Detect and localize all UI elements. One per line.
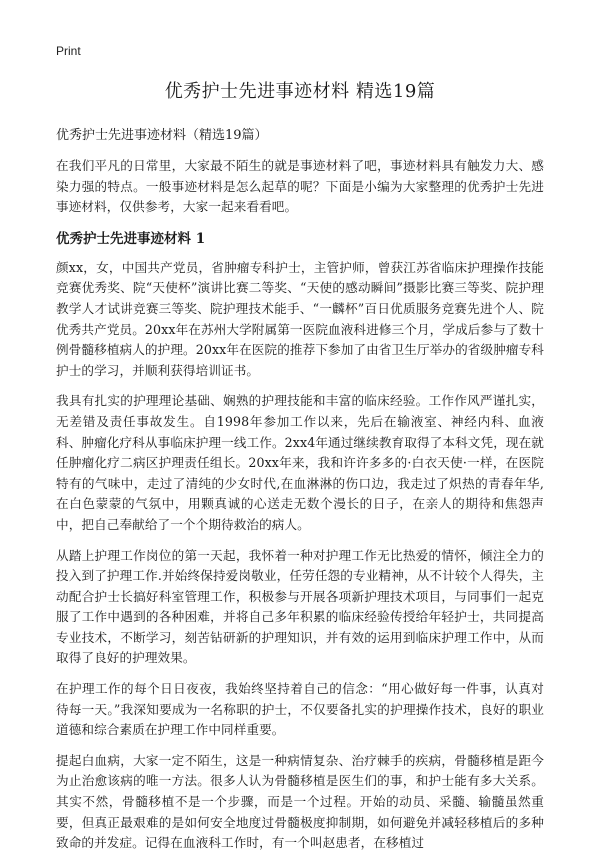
body-paragraph: 从踏上护理工作岗位的第一天起，我怀着一种对护理工作无比热爱的情怀，倾注全力的投入到了护理工作.并始终保持爱岗敬业，任劳任怨的专业精神，从不计较个人得失，主动配合护士长搞好科室管理工作，积极参与开展各项新护理技术项目，与同事们一起克服了工作中遇到的各种困难，并将自己多年积累的临床经验传授给年轻护士，共同提高专业技术，不断学习，刻苦钻研新的护理知识，并有效的运用到临床护理工作中，从而取得了良好的护理效果。: [56, 547, 544, 666]
body-paragraph: 颜xx，女，中国共产党员，省肿瘤专科护士，主管护师，曾获江苏省临床护理操作技能竞赛优秀奖、院“天使杯”演讲比赛二等奖、“天使的感动瞬间”摄影比赛三等奖、院护理教学人才试讲竞赛三等奖、院护理技术能手、“一麟杯”百日优质服务竞赛先进个人、院优秀共产党员。20xx年在苏州大学附属第一医院血液科进修三个月，学成后参与了数十例骨髓移植病人的护理。20xx年在医院的推荐下参加了由省卫生厅举办的省级肿瘤专科护士的学习，并顺利获得培训证书。: [56, 259, 544, 378]
document-title: 优秀护士先进事迹材料 精选19篇: [164, 81, 436, 102]
body-paragraph: 我具有扎实的护理理论基础、娴熟的护理技能和丰富的临床经验。工作作风严谨扎实，无差错及责任事故发生。自1998年参加工作以来，先后在输液室、神经内科、血液科、肿瘤化疗科从事临床护理一线工作。2xx4年通过继续教育取得了本科文凭，现在就任肿瘤化疗二病区护理责任组长。20xx年来，我和许许多多的·白衣天使·一样，在医院特有的气味中，走过了清纯的少女时代,在血淋淋的伤口边，我走过了炽热的青春年华,在白色蒙蒙的气氛中，用颗真诚的心送走无数个漫长的日子，在亲人的期待和焦怨声中，把自己奉献给了一个个期待救治的病人。: [56, 393, 544, 532]
document-subtitle: 优秀护士先进事迹材料（精选19篇）: [56, 128, 268, 143]
body-paragraph: 在护理工作的每个日日夜夜，我始终坚持着自己的信念：“用心做好每一件事，认真对待每一天。”我深知要成为一名称职的护士，不仅要备扎实的护理操作技术，良好的职业道德和综合素质在护理工作中同样重要。: [56, 681, 544, 738]
print-link[interactable]: Print: [56, 44, 81, 58]
document-page: [56, 80, 544, 864]
section-heading: 优秀护士先进事迹材料 1: [56, 230, 206, 247]
intro-paragraph: 在我们平凡的日常里，大家最不陌生的就是事迹材料了吧，事迹材料具有触发力大、感染力强的特点。一般事迹材料是怎么起草的呢？下面是小编为大家整理的优秀护士先进事迹材料，仅供参考，大家一起来看看吧。: [56, 158, 544, 215]
body-paragraph: 提起白血病，大家一定不陌生，这是一种病情复杂、治疗棘手的疾病，骨髓移植是距今为止治愈该病的唯一方法。很多人认为骨髓移植是医生们的事，和护士能有多大关系。其实不然，骨髓移植不是一个步骤，而是一个过程。开始的动员、采髓、输髓虽然重要，但真正最艰难的是如何安全地度过骨髓极度抑制期，如何避免并减轻移植后的多种致命的并发症。记得在血液科工作时，有一个叫赵患者，在移植过: [56, 752, 544, 851]
